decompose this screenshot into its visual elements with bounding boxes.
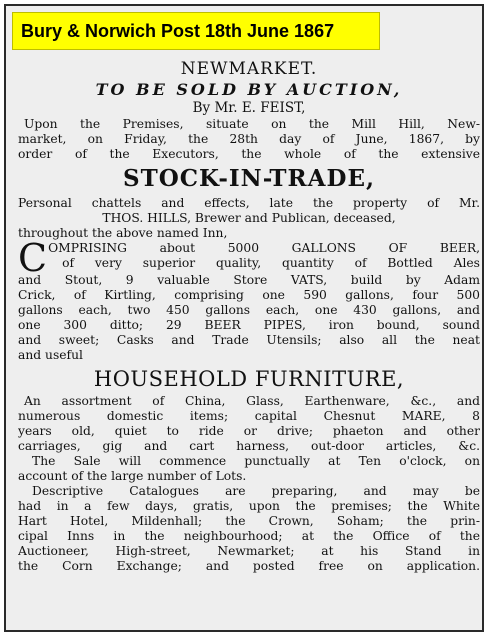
text-line: Personal chattels and effects, late the property of Mr. (18, 196, 480, 210)
chattels-paragraph (18, 196, 480, 241)
text-line: gallons each, two 450 gallons each, one 430 gallons, and (18, 303, 480, 317)
text-line: THOS. HILLS, Brewer and Publican, deceased, (102, 211, 396, 225)
clipping-frame (4, 4, 484, 632)
text-line: of very superior quality, quantity of Bottled Ales (62, 256, 480, 270)
ad-title: NEWMARKET. (180, 59, 318, 79)
drop-cap: C (18, 236, 48, 280)
text-line: had in a few days, gratis, upon the premises; the White (18, 499, 480, 513)
text-line: order of the Executors, the whole of the extensive (18, 147, 480, 161)
text-line: account of the large number of Lots. (18, 469, 247, 483)
text-line: Descriptive Catalogues are preparing, and may be (32, 484, 480, 498)
text-line: OMPRISING about 5000 GALLONS OF BEER, (48, 241, 480, 255)
text-line: Upon the Premises, situate on the Mill Hill, New- (24, 117, 480, 131)
text-line: and sweet; Casks and Trade Utensils; also all the neat (18, 333, 480, 347)
sale-time-paragraph (18, 454, 480, 484)
advertisement (18, 58, 480, 574)
stock-heading: STOCK-IN-TRADE, (122, 165, 375, 192)
text-line: The Sale will commence punctually at Ten o'clock, on (32, 454, 480, 468)
text-line: carriages, gig and cart harness, out-door articles, &c. (18, 439, 480, 453)
text-line: Auctioneer, High-street, Newmarket; at his Stand in (18, 544, 480, 558)
premises-paragraph (18, 117, 480, 162)
text-line: cipal Inns in the neighbourhood; at the Office of the (18, 529, 480, 543)
text-line: and useful (18, 348, 83, 362)
furniture-paragraph (18, 394, 480, 454)
text-line: years old, quiet to ride or drive; phaeton and other (18, 424, 480, 438)
text-line: market, on Friday, the 28th day of June, 1867, by (18, 132, 480, 146)
text-line: numerous domestic items; capital Chesnut MARE, 8 (18, 409, 480, 423)
text-line: Crick, of Kirtling, comprising one 590 gallons, four 500 (18, 288, 480, 302)
text-line: the Corn Exchange; and posted free on application. (18, 559, 480, 573)
auctioneer-byline: By Mr. E. FEIST, (192, 100, 306, 116)
ad-subtitle: TO BE SOLD BY AUCTION, (95, 80, 403, 99)
catalogues-paragraph (18, 484, 480, 574)
beer-paragraph (18, 236, 480, 363)
text-line: one 300 ditto; 29 BEER PIPES, iron bound, sound (18, 318, 480, 332)
text-line: An assortment of China, Glass, Earthenware, &c., and (24, 394, 480, 408)
furniture-heading: HOUSEHOLD FURNITURE, (93, 367, 405, 391)
text-line: and Stout, 9 valuable Store VATS, build by Adam (18, 273, 480, 287)
text-line: Hart Hotel, Mildenhall; the Crown, Soham; the prin- (18, 514, 480, 528)
text-line: throughout the above named Inn, (18, 226, 228, 240)
source-caption: Bury & Norwich Post 18th June 1867 (12, 12, 380, 50)
